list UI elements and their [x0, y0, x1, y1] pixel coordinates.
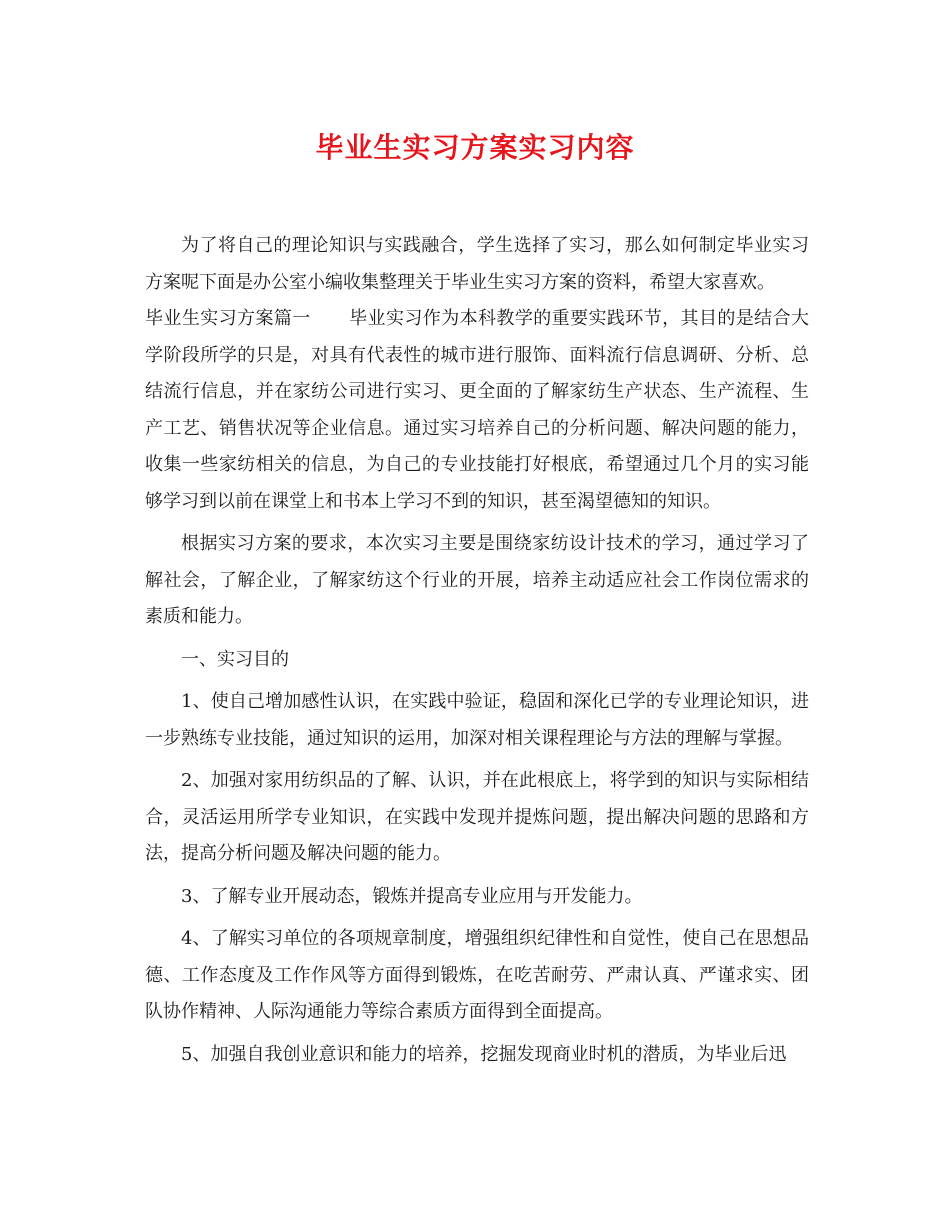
objective-item-4: 4、了解实习单位的各项规章制度，增强组织纪律性和自觉性，使自己在思想品德、工作态度及工作作风等方面得到锻炼，在吃苦耐劳、严肃认真、严谨求实、团队协作精神、人际沟通能力等综合素质方面得到全面提高。 [145, 928, 809, 1022]
objective-item-2: 2、加强对家用纺织品的了解、认识，并在此根底上，将学到的知识与实际相结合，灵活运用所学专业知识，在实践中发现并提炼问题，提出解决问题的思路和方法，提高分析问题及解决问题的能力。 [145, 770, 809, 864]
section-heading: 毕业生实习方案篇一 [145, 308, 311, 329]
objective-item-1: 1、使自己增加感性认识，在实践中验证，稳固和深化已学的专业理论知识，进一步熟练专业技能，通过知识的运用，加深对相关课程理论与方法的理解与掌握。 [145, 691, 809, 749]
objectives-heading: 一、实习目的 [181, 648, 289, 670]
requirements-paragraph: 根据实习方案的要求，本次实习主要是围绕家纺设计技术的学习，通过学习了解社会，了解企业，了解家纺这个行业的开展，培养主动适应社会工作岗位需求的素质和能力。 [145, 533, 809, 627]
section-paragraph [145, 301, 809, 520]
intro-paragraph: 为了将自己的理论知识与实践融合，学生选择了实习，那么如何制定毕业实习方案呢下面是办公室小编收集整理关于毕业生实习方案的资料，希望大家喜欢。 [145, 235, 809, 293]
page-title: 毕业生实习方案实习内容 [315, 131, 635, 164]
document-body [145, 228, 809, 1073]
section-body: 毕业实习作为本科教学的重要实践环节，其目的是结合大学阶段所学的只是，对具有代表性的城市进行服饰、面料流行信息调研、分析、总结流行信息，并在家纺公司进行实习、更全面的了解家纺生产状态、生产流程、生产工艺、销售状况等企业信息。通过实习培养自己的分析问题、解决问题的能力，收集一些家纺相关的信息，为自己的专业技能打好根底，希望通过几个月的实习能够学习到以前在课堂上和书本上学习不到的知识，甚至渴望德知的知识。 [145, 308, 810, 512]
objective-item-3: 3、了解专业开展动态，锻炼并提高专业应用与开发能力。 [181, 885, 643, 907]
objective-item-5: 5、加强自我创业意识和能力的培养，挖掘发现商业时机的潜质，为毕业后迅 [181, 1043, 787, 1065]
